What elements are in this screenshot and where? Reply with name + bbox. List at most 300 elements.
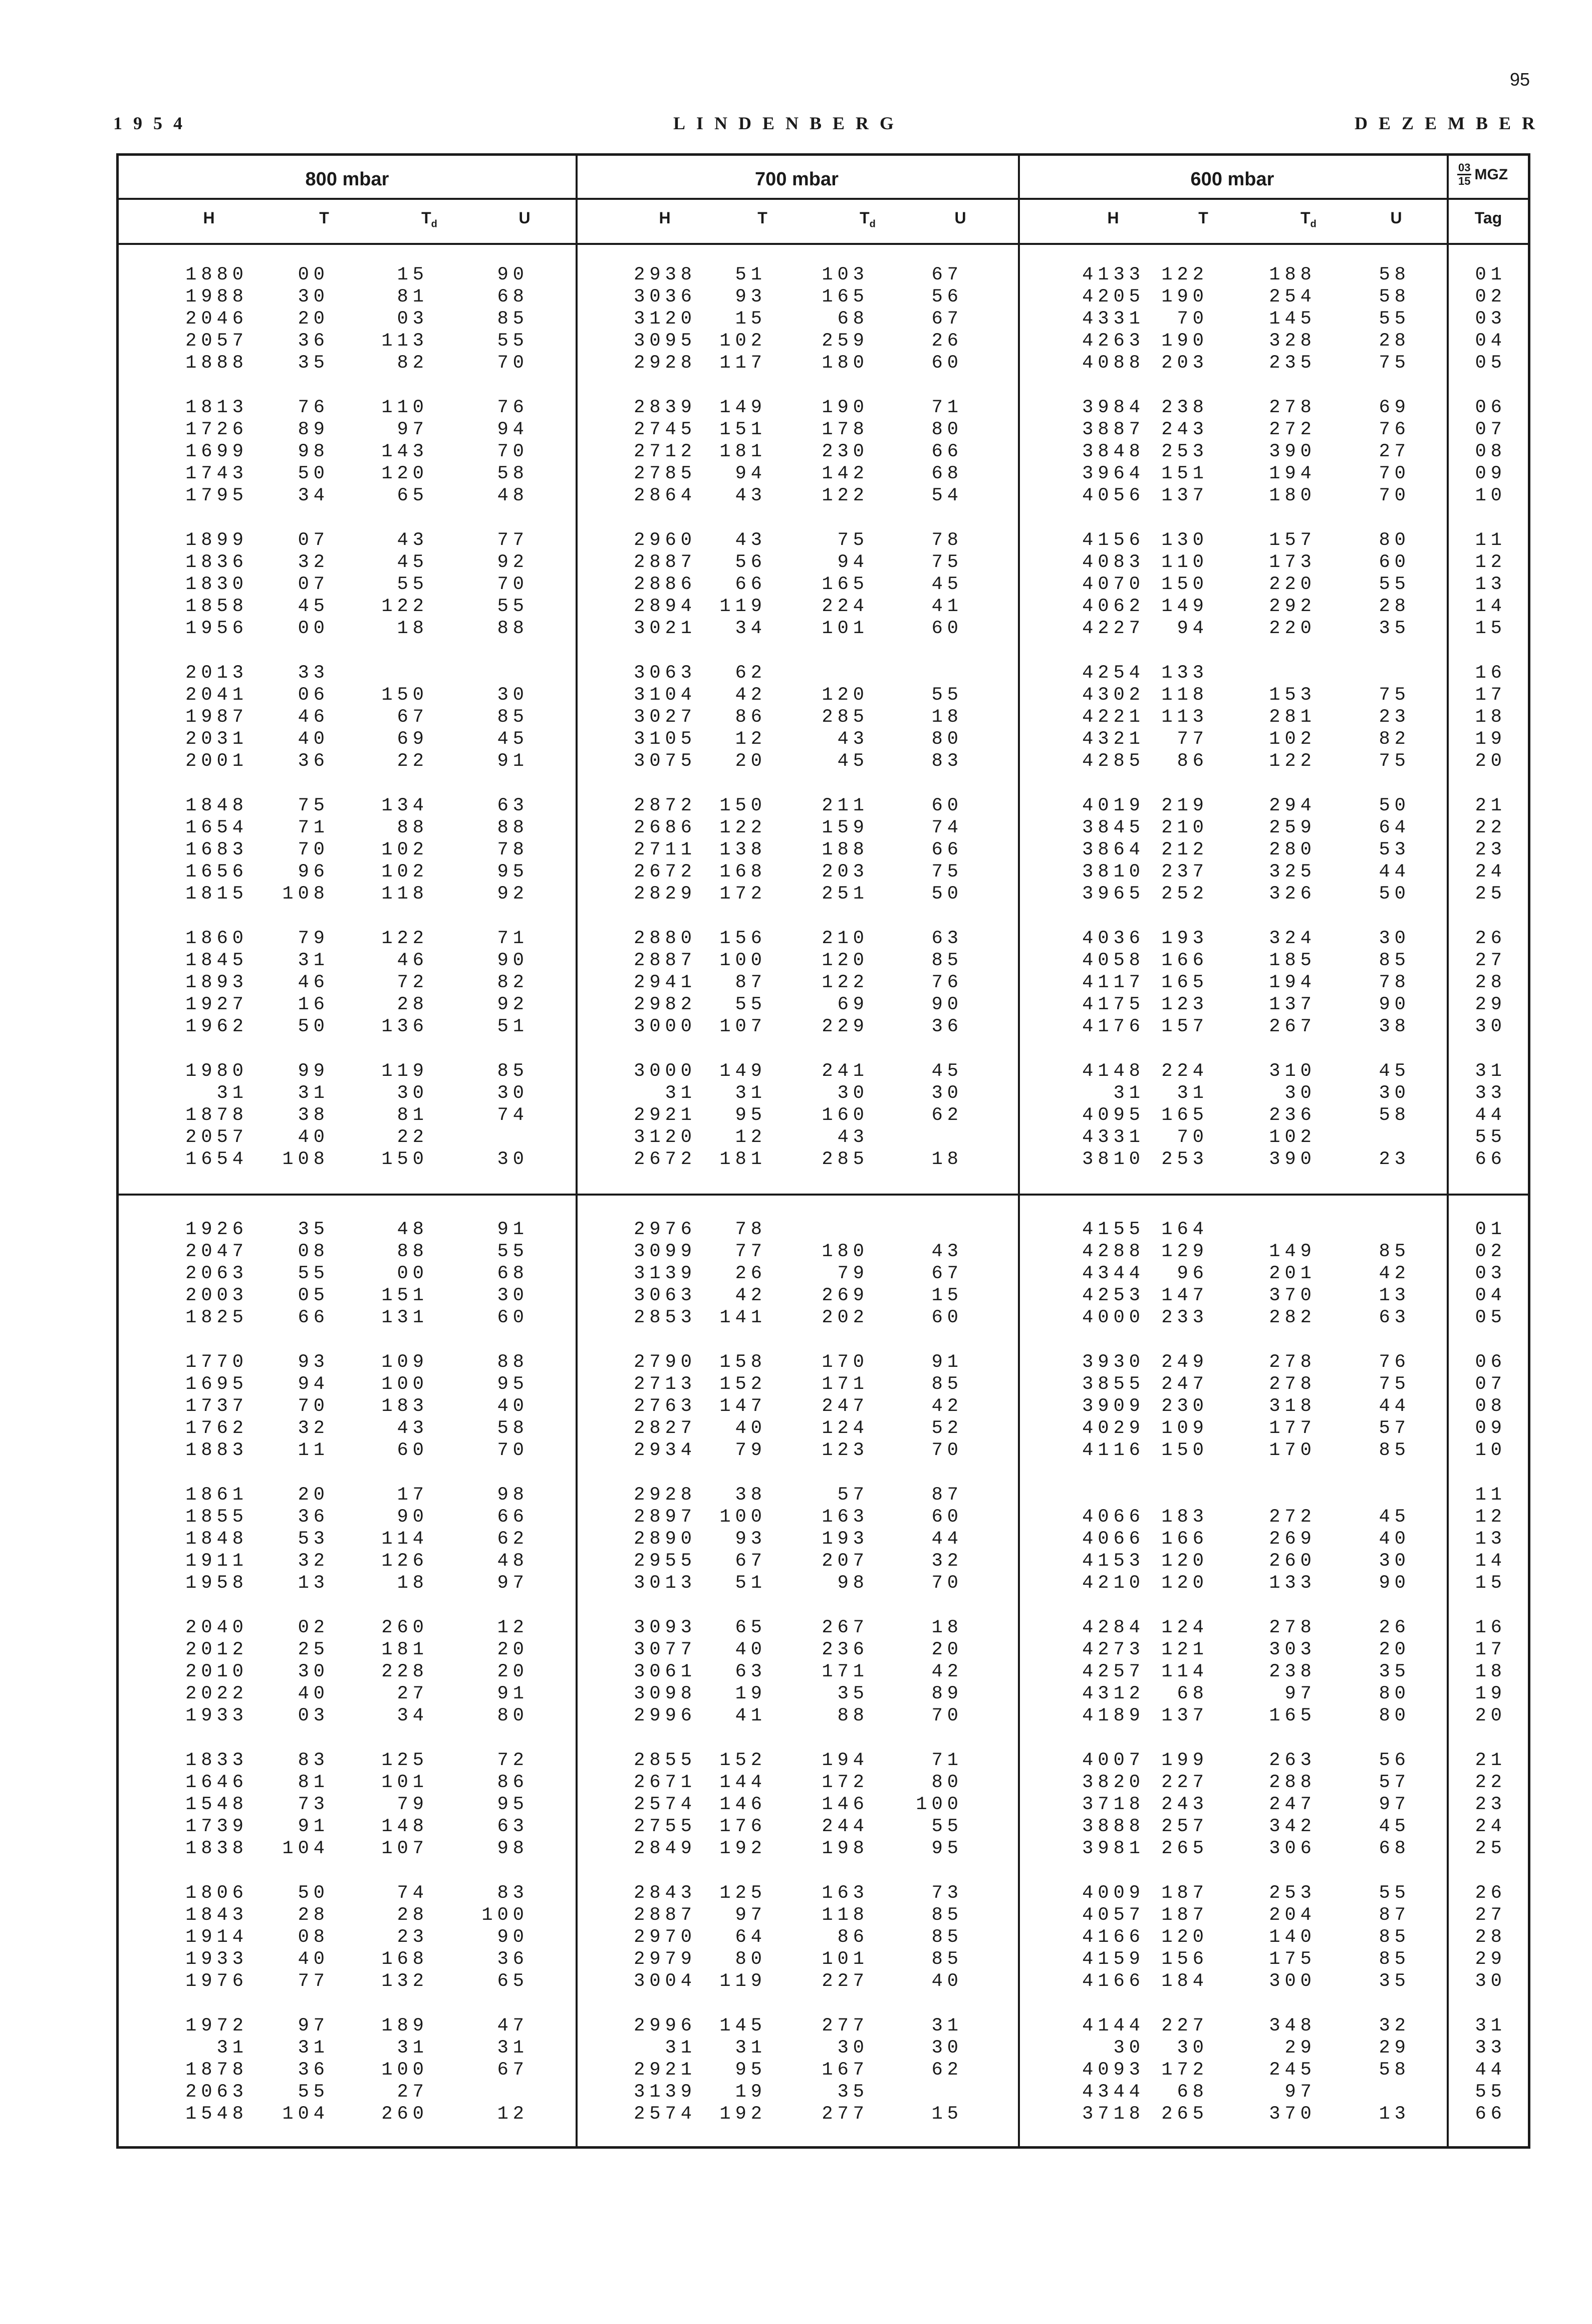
cell-h-800: 2046 xyxy=(185,309,248,330)
cell-h-600: 4331 xyxy=(1082,309,1145,330)
cell-t-600: 219 xyxy=(1161,795,1208,816)
cell-h-600: 4344 xyxy=(1082,2082,1145,2103)
cell-t-600: 187 xyxy=(1161,1883,1208,1904)
cell-t-800: 46 xyxy=(298,972,329,993)
cell-u-700: 62 xyxy=(931,2060,963,2081)
cell-t-800: 35 xyxy=(298,1219,329,1240)
cell-h-800: 1845 xyxy=(185,950,248,971)
cell-t-600: 227 xyxy=(1161,2015,1208,2037)
cell-tag: 21 xyxy=(1475,795,1506,816)
day-group xyxy=(119,529,1528,662)
cell-t-700: 119 xyxy=(719,596,766,617)
cell-h-800: 2001 xyxy=(185,751,248,772)
cell-td-600: 370 xyxy=(1269,2104,1316,2125)
cell-td-600: 260 xyxy=(1269,1551,1316,1572)
cell-u-800: 88 xyxy=(497,817,528,838)
cell-td-600: 245 xyxy=(1269,2060,1316,2081)
cell-h-600: 4331 xyxy=(1082,1127,1145,1148)
cell-u-600: 85 xyxy=(1379,1241,1410,1262)
table-row xyxy=(119,286,1528,308)
mgz-label xyxy=(1457,162,1508,187)
cell-t-800: 108 xyxy=(282,1149,329,1170)
day-group xyxy=(119,795,1528,928)
cell-h-800: 31 xyxy=(216,2038,248,2059)
cell-t-600: 243 xyxy=(1161,419,1208,440)
cell-t-700: 102 xyxy=(719,331,766,352)
cell-u-800: 70 xyxy=(497,574,528,595)
cell-t-600: 147 xyxy=(1161,1285,1208,1306)
cell-t-800: 89 xyxy=(298,419,329,440)
cell-td-800: 18 xyxy=(397,618,428,639)
cell-tag: 25 xyxy=(1475,884,1506,905)
cell-u-800: 78 xyxy=(497,839,528,860)
cell-t-800: 34 xyxy=(298,485,329,506)
cell-td-600: 157 xyxy=(1269,530,1316,551)
mgz-numerator: 03 xyxy=(1457,162,1471,175)
table-row xyxy=(119,1572,1528,1594)
cell-t-600: 233 xyxy=(1161,1307,1208,1328)
cell-h-700: 2887 xyxy=(634,950,696,971)
cell-t-800: 30 xyxy=(298,286,329,308)
table-row xyxy=(119,839,1528,861)
cell-h-600: 4221 xyxy=(1082,707,1145,728)
cell-u-700: 60 xyxy=(931,1307,963,1328)
cell-t-600: 243 xyxy=(1161,1794,1208,1815)
cell-u-700 xyxy=(843,1219,963,1241)
table-row xyxy=(119,1683,1528,1705)
cell-h-600: 3718 xyxy=(1082,2104,1145,2125)
cell-u-600: 23 xyxy=(1379,707,1410,728)
cell-td-700: 30 xyxy=(837,2038,869,2059)
cell-t-800: 50 xyxy=(298,1883,329,1904)
cell-u-800: 45 xyxy=(497,729,528,750)
cell-h-700: 2855 xyxy=(634,1750,696,1771)
cell-t-600: 151 xyxy=(1161,463,1208,484)
block-rule xyxy=(119,1194,1528,1196)
cell-u-600: 42 xyxy=(1379,1263,1410,1284)
cell-td-800: 181 xyxy=(381,1639,428,1660)
mgz-text: MGZ xyxy=(1474,166,1508,183)
cell-h-600: 4058 xyxy=(1082,950,1145,971)
cell-td-600: 342 xyxy=(1269,1816,1316,1837)
table-row xyxy=(119,2037,1528,2059)
table-row xyxy=(119,1705,1528,1727)
cell-h-700: 2970 xyxy=(634,1927,696,1948)
cell-u-600: 55 xyxy=(1379,1883,1410,1904)
cell-u-600: 35 xyxy=(1379,618,1410,639)
cell-tag: 29 xyxy=(1475,994,1506,1015)
cell-tag: 06 xyxy=(1475,1352,1506,1373)
cell-u-600: 35 xyxy=(1379,1971,1410,1992)
cell-h-700: 3120 xyxy=(634,1127,696,1148)
cell-u-700: 85 xyxy=(931,1927,963,1948)
cell-td-800: 100 xyxy=(381,2060,428,2081)
cell-h-600: 4227 xyxy=(1082,618,1145,639)
cell-tag: 05 xyxy=(1475,353,1506,374)
cell-tag: 30 xyxy=(1475,1016,1506,1037)
cell-tag: 24 xyxy=(1475,1816,1506,1837)
cell-h-800: 1654 xyxy=(185,1149,248,1170)
col-header-td-600: $T_d$ xyxy=(1300,209,1316,230)
cell-h-700: 2849 xyxy=(634,1838,696,1859)
cell-td-700: 88 xyxy=(837,1705,869,1726)
cell-td-600: 288 xyxy=(1269,1772,1316,1793)
cell-t-800: 35 xyxy=(298,353,329,374)
cell-u-600: 70 xyxy=(1379,485,1410,506)
cell-t-800: 94 xyxy=(298,1374,329,1395)
cell-h-700: 2785 xyxy=(634,463,696,484)
cell-u-700: 45 xyxy=(931,574,963,595)
cell-u-600: 76 xyxy=(1379,1352,1410,1373)
cell-h-700: 3036 xyxy=(634,286,696,308)
cell-td-800: 48 xyxy=(397,1219,428,1240)
cell-td-600: 267 xyxy=(1269,1016,1316,1037)
cell-t-600: 230 xyxy=(1161,1396,1208,1417)
cell-h-600: 3848 xyxy=(1082,441,1145,462)
cell-u-800: 60 xyxy=(497,1307,528,1328)
cell-u-600: 69 xyxy=(1379,397,1410,418)
cell-td-800: 18 xyxy=(397,1573,428,1594)
cell-t-800: 08 xyxy=(298,1241,329,1262)
table-row xyxy=(119,1506,1528,1528)
table-row xyxy=(119,1948,1528,1970)
cell-t-700: 40 xyxy=(735,1639,766,1660)
col-header-h-600: H xyxy=(1107,209,1119,227)
cell-td-700: 277 xyxy=(822,2015,869,2037)
table-row xyxy=(119,1661,1528,1683)
cell-t-800: 31 xyxy=(298,950,329,971)
cell-td-700: 178 xyxy=(822,419,869,440)
cell-tag: 19 xyxy=(1475,1683,1506,1704)
cell-td-700: 194 xyxy=(822,1750,869,1771)
cell-td-800: 131 xyxy=(381,1307,428,1328)
cell-td-600: 97 xyxy=(1284,2082,1316,2103)
cell-u-600: 45 xyxy=(1379,1061,1410,1082)
cell-u-700: 90 xyxy=(931,994,963,1015)
table-row xyxy=(119,551,1528,573)
cell-tag: 13 xyxy=(1475,574,1506,595)
cell-h-800: 1976 xyxy=(185,1971,248,1992)
cell-h-800: 1883 xyxy=(185,1440,248,1461)
cell-h-600: 30 xyxy=(1113,2038,1145,2059)
cell-h-700: 3061 xyxy=(634,1661,696,1682)
cell-tag: 66 xyxy=(1475,1149,1506,1170)
cell-h-600: 4148 xyxy=(1082,1061,1145,1082)
cell-td-700: 165 xyxy=(822,286,869,308)
col-header-h-700: H xyxy=(659,209,671,227)
cell-u-600: 32 xyxy=(1379,2015,1410,2037)
cell-t-700: 145 xyxy=(719,2015,766,2037)
col-header-u-600: U xyxy=(1390,209,1402,227)
cell-td-700: 171 xyxy=(822,1661,869,1682)
cell-u-700: 42 xyxy=(931,1661,963,1682)
cell-td-600: 165 xyxy=(1269,1705,1316,1726)
cell-u-800: 76 xyxy=(497,397,528,418)
cell-h-800: 1972 xyxy=(185,2015,248,2037)
cell-u-700: 91 xyxy=(931,1352,963,1373)
cell-h-700: 2887 xyxy=(634,1905,696,1926)
cell-h-700: 2713 xyxy=(634,1374,696,1395)
cell-h-700: 2864 xyxy=(634,485,696,506)
cell-u-700: 40 xyxy=(931,1971,963,1992)
cell-td-800: 122 xyxy=(381,596,428,617)
cell-t-700: 34 xyxy=(735,618,766,639)
cell-h-700: 2921 xyxy=(634,1105,696,1126)
cell-t-700: 119 xyxy=(719,1971,766,1992)
cell-t-800: 05 xyxy=(298,1285,329,1306)
cell-t-600: 70 xyxy=(1177,309,1208,330)
cell-u-800: 12 xyxy=(497,2104,528,2125)
cell-td-600: 272 xyxy=(1269,419,1316,440)
cell-u-700: 70 xyxy=(931,1705,963,1726)
cell-td-800: 90 xyxy=(397,1507,428,1528)
day-group xyxy=(119,1750,1528,1882)
cell-t-800: 20 xyxy=(298,1485,329,1506)
cell-u-600: 50 xyxy=(1379,795,1410,816)
cell-t-600: 110 xyxy=(1161,552,1208,573)
table-row xyxy=(119,1794,1528,1816)
cell-u-700: 15 xyxy=(931,1285,963,1306)
cell-t-800: 45 xyxy=(298,596,329,617)
cell-h-700: 3000 xyxy=(634,1016,696,1037)
cell-td-800: 15 xyxy=(397,264,428,285)
cell-h-600: 4285 xyxy=(1082,751,1145,772)
cell-u-700: 83 xyxy=(931,751,963,772)
cell-t-700: 55 xyxy=(735,994,766,1015)
cell-td-600: 175 xyxy=(1269,1949,1316,1970)
cell-tag: 55 xyxy=(1475,2082,1506,2103)
cell-t-600: 187 xyxy=(1161,1905,1208,1926)
cell-h-600: 4093 xyxy=(1082,2060,1145,2081)
cell-u-600: 70 xyxy=(1379,463,1410,484)
cell-t-800: 55 xyxy=(298,1263,329,1284)
cell-u-600: 27 xyxy=(1379,441,1410,462)
cell-h-800: 31 xyxy=(216,1083,248,1104)
cell-td-700: 57 xyxy=(837,1485,869,1506)
cell-t-800: 55 xyxy=(298,2082,329,2103)
cell-td-800: 72 xyxy=(397,972,428,993)
cell-td-600: 177 xyxy=(1269,1418,1316,1439)
cell-td-800: 110 xyxy=(381,397,428,418)
cell-t-800: 36 xyxy=(298,1507,329,1528)
cell-tag: 06 xyxy=(1475,397,1506,418)
cell-td-600: 253 xyxy=(1269,1883,1316,1904)
cell-u-600: 30 xyxy=(1379,928,1410,949)
cell-h-800: 1899 xyxy=(185,530,248,551)
cell-tag: 15 xyxy=(1475,1573,1506,1594)
cell-u-700: 71 xyxy=(931,1750,963,1771)
cell-td-700: 159 xyxy=(822,817,869,838)
table-row xyxy=(119,419,1528,441)
cell-u-700 xyxy=(843,2081,963,2103)
cell-u-700: 31 xyxy=(931,2015,963,2037)
cell-t-800: 104 xyxy=(282,2104,329,2125)
cell-h-600: 4155 xyxy=(1082,1219,1145,1240)
cell-td-800: 69 xyxy=(397,729,428,750)
cell-td-600: 153 xyxy=(1269,685,1316,706)
cell-tag: 24 xyxy=(1475,861,1506,883)
cell-h-600: 4029 xyxy=(1082,1418,1145,1439)
cell-t-700: 38 xyxy=(735,1485,766,1506)
table-row xyxy=(119,1351,1528,1373)
cell-h-700: 3105 xyxy=(634,729,696,750)
cell-h-700: 2996 xyxy=(634,2015,696,2037)
cell-td-800: 23 xyxy=(397,1927,428,1948)
cell-t-800: 08 xyxy=(298,1927,329,1948)
cell-td-700: 207 xyxy=(822,1551,869,1572)
cell-u-700: 43 xyxy=(931,1241,963,1262)
cell-t-800: 70 xyxy=(298,839,329,860)
cell-td-600: 325 xyxy=(1269,861,1316,883)
cell-td-800: 134 xyxy=(381,795,428,816)
cell-t-700: 122 xyxy=(719,817,766,838)
cell-u-700 xyxy=(843,662,963,684)
cell-td-600: 133 xyxy=(1269,1573,1316,1594)
cell-u-700: 85 xyxy=(931,1949,963,1970)
cell-t-700: 15 xyxy=(735,309,766,330)
cell-u-800: 55 xyxy=(497,1241,528,1262)
cell-td-700: 75 xyxy=(837,530,869,551)
table-row xyxy=(119,2059,1528,2081)
cell-t-600: 210 xyxy=(1161,817,1208,838)
cell-td-800: 30 xyxy=(397,1083,428,1104)
cell-td-600: 370 xyxy=(1269,1285,1316,1306)
cell-u-800: 40 xyxy=(497,1396,528,1417)
cell-h-800: 1813 xyxy=(185,397,248,418)
cell-h-600: 4273 xyxy=(1082,1639,1145,1660)
cell-h-700: 3139 xyxy=(634,1263,696,1284)
cell-t-700: 31 xyxy=(735,1083,766,1104)
group-title-700: 700 mbar xyxy=(755,169,839,190)
cell-td-600: 173 xyxy=(1269,552,1316,573)
cell-h-600: 4156 xyxy=(1082,530,1145,551)
cell-u-800: 12 xyxy=(497,1617,528,1638)
cell-tag: 03 xyxy=(1475,309,1506,330)
cell-u-700: 66 xyxy=(931,839,963,860)
cell-t-700: 158 xyxy=(719,1352,766,1373)
cell-tag: 66 xyxy=(1475,2104,1506,2125)
table-row xyxy=(119,1060,1528,1082)
header-rule xyxy=(119,243,1528,245)
cell-tag: 08 xyxy=(1475,1396,1506,1417)
cell-u-800: 82 xyxy=(497,972,528,993)
day-group xyxy=(119,662,1528,795)
cell-h-800: 1914 xyxy=(185,1927,248,1948)
cell-h-800: 1980 xyxy=(185,1061,248,1082)
cell-t-700: 43 xyxy=(735,485,766,506)
cell-td-600: 185 xyxy=(1269,950,1316,971)
cell-t-700: 149 xyxy=(719,1061,766,1082)
cell-td-700: 211 xyxy=(822,795,869,816)
table-row xyxy=(119,1417,1528,1439)
cell-u-700: 70 xyxy=(931,1573,963,1594)
cell-h-800: 2012 xyxy=(185,1639,248,1660)
cell-h-700: 2982 xyxy=(634,994,696,1015)
cell-t-600: 157 xyxy=(1161,1016,1208,1037)
cell-u-600: 57 xyxy=(1379,1772,1410,1793)
cell-tag: 20 xyxy=(1475,751,1506,772)
cell-tag: 17 xyxy=(1475,1639,1506,1660)
table-row xyxy=(119,861,1528,883)
cell-td-800: 260 xyxy=(381,1617,428,1638)
cell-u-600: 23 xyxy=(1379,1149,1410,1170)
cell-t-800: 70 xyxy=(298,1396,329,1417)
cell-t-600: 122 xyxy=(1161,264,1208,285)
col-header-u-700: U xyxy=(954,209,966,227)
table-row xyxy=(119,463,1528,485)
cell-u-600: 30 xyxy=(1379,1551,1410,1572)
cell-t-600: 124 xyxy=(1161,1617,1208,1638)
cell-td-600: 310 xyxy=(1269,1061,1316,1082)
cell-u-800: 70 xyxy=(497,353,528,374)
cell-t-700: 144 xyxy=(719,1772,766,1793)
cell-td-700: 259 xyxy=(822,331,869,352)
cell-u-800: 100 xyxy=(481,1905,528,1926)
cell-h-700: 3093 xyxy=(634,1617,696,1638)
cell-h-600: 3984 xyxy=(1082,397,1145,418)
cell-h-800: 1958 xyxy=(185,1573,248,1594)
cell-h-700: 2872 xyxy=(634,795,696,816)
cell-td-800: 109 xyxy=(381,1352,428,1373)
table-row xyxy=(119,1550,1528,1572)
cell-td-600: 254 xyxy=(1269,286,1316,308)
cell-t-700: 147 xyxy=(719,1396,766,1417)
cell-u-800: 92 xyxy=(497,552,528,573)
cell-td-800: 27 xyxy=(397,2082,428,2103)
cell-td-600: 306 xyxy=(1269,1838,1316,1859)
cell-h-700: 3095 xyxy=(634,331,696,352)
cell-t-600 xyxy=(1088,1484,1208,1506)
cell-td-600: 259 xyxy=(1269,817,1316,838)
cell-h-800: 2057 xyxy=(185,331,248,352)
table-row xyxy=(119,972,1528,994)
cell-h-600: 3964 xyxy=(1082,463,1145,484)
cell-h-600: 3909 xyxy=(1082,1396,1145,1417)
table-row xyxy=(119,1926,1528,1948)
cell-h-700: 3027 xyxy=(634,707,696,728)
cell-u-800: 72 xyxy=(497,1750,528,1771)
cell-u-800: 88 xyxy=(497,618,528,639)
cell-h-600: 3855 xyxy=(1082,1374,1145,1395)
cell-td-700: 43 xyxy=(837,729,869,750)
cell-tag: 29 xyxy=(1475,1949,1506,1970)
cell-t-800: 104 xyxy=(282,1838,329,1859)
cell-td-700: 120 xyxy=(822,950,869,971)
cell-h-700: 2894 xyxy=(634,596,696,617)
cell-td-800: 150 xyxy=(381,1149,428,1170)
cell-t-600: 113 xyxy=(1161,707,1208,728)
cell-u-800: 47 xyxy=(497,2015,528,2037)
table-row xyxy=(119,1082,1528,1104)
cell-h-800: 1762 xyxy=(185,1418,248,1439)
cell-h-700: 2928 xyxy=(634,1485,696,1506)
cell-t-700: 67 xyxy=(735,1551,766,1572)
cell-u-800 xyxy=(408,1126,528,1148)
cell-h-800: 1548 xyxy=(185,1794,248,1815)
cell-u-800: 90 xyxy=(497,1927,528,1948)
cell-t-600: 166 xyxy=(1161,950,1208,971)
table-row xyxy=(119,928,1528,950)
cell-t-600: 120 xyxy=(1161,1927,1208,1948)
cell-h-700: 2745 xyxy=(634,419,696,440)
cell-td-800: 97 xyxy=(397,419,428,440)
cell-h-700: 3063 xyxy=(634,1285,696,1306)
cell-t-600: 172 xyxy=(1161,2060,1208,2081)
cell-t-600: 77 xyxy=(1177,729,1208,750)
cell-t-800: 06 xyxy=(298,685,329,706)
cell-tag: 25 xyxy=(1475,1838,1506,1859)
cell-td-800: 28 xyxy=(397,1905,428,1926)
